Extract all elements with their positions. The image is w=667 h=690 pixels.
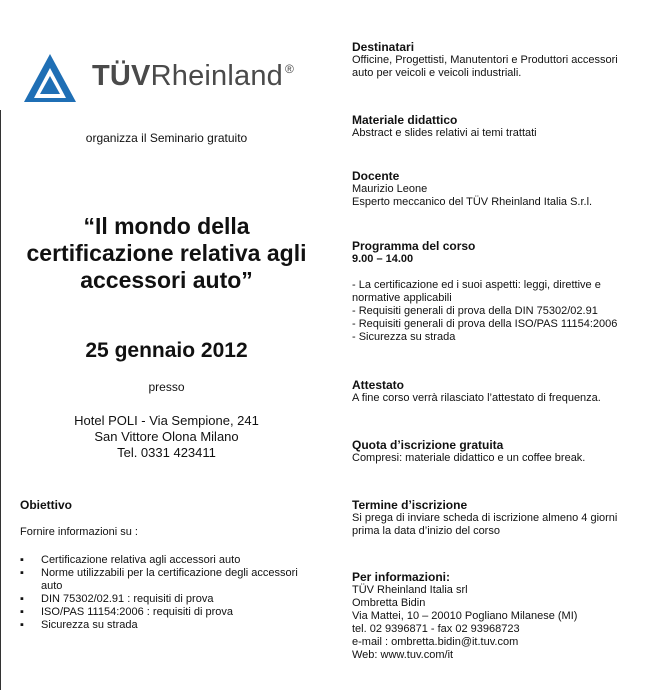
section-line: auto per veicoli e veicoli industriali.	[352, 67, 522, 79]
seminar-date: 25 gennaio 2012	[85, 339, 248, 362]
section-line: Si prega di inviare scheda di iscrizione almeno 4 giorni	[352, 512, 618, 524]
section-line: normative applicabili	[352, 292, 452, 304]
section-line: A fine corso verrà rilasciato l’attestato di frequenza.	[352, 392, 601, 404]
quota-section	[352, 438, 652, 465]
venue-line: Hotel POLI - Via Sempione, 241	[74, 413, 259, 428]
objective-list	[20, 554, 320, 632]
section-heading: Termine d’iscrizione	[352, 498, 468, 512]
venue-line: Tel. 0331 423411	[117, 445, 216, 460]
section-line: Ombretta Bidin	[352, 597, 426, 609]
venue-address	[10, 413, 323, 461]
website-line: Web: www.tuv.com/it	[352, 649, 454, 661]
venue-line: San Vittore Olona Milano	[94, 429, 239, 444]
title-line: certificazione relativa agli	[26, 240, 307, 266]
title-line: “Il mondo della	[83, 213, 250, 239]
section-heading: Docente	[352, 169, 400, 183]
programma-section	[352, 239, 652, 344]
section-line: - Sicurezza su strada	[352, 331, 456, 343]
objective-intro: Fornire informazioni su :	[20, 526, 138, 538]
section-line: prima la data d’inizio del corso	[352, 525, 500, 537]
section-line: tel. 02 9396871 - fax 02 93968723	[352, 623, 520, 635]
seminar-title	[10, 213, 323, 294]
section-line: Via Mattei, 10 – 20010 Pogliano Milanese (MI)	[352, 610, 578, 622]
destinatari-section	[352, 40, 652, 80]
section-line: Esperto meccanico del TÜV Rheinland Italia S.r.l.	[352, 196, 593, 208]
program-time: 9.00 – 14.00	[352, 253, 414, 265]
title-line: accessori auto”	[80, 267, 253, 293]
section-heading: Programma del corso	[352, 239, 476, 253]
logo-wordmark	[92, 60, 294, 93]
list-item: ▪ ISO/PAS 11154:2006 : requisiti di prova	[20, 606, 320, 619]
section-line: Compresi: materiale didattico e un coffee break.	[352, 452, 586, 464]
objective-heading: Obiettivo	[20, 498, 73, 512]
termine-section	[352, 498, 652, 538]
section-line: - Requisiti generali di prova della DIN 75302/02.91	[352, 305, 598, 317]
section-line: - Requisiti generali di prova della ISO/PAS 11154:2006	[352, 318, 618, 330]
organizer-line: organizza il Seminario gratuito	[85, 131, 248, 145]
section-heading: Materiale didattico	[352, 113, 458, 127]
email-line: e-mail : ombretta.bidin@it.tuv.com	[352, 636, 519, 648]
triangle-logo-icon	[22, 52, 78, 104]
section-heading: Destinatari	[352, 40, 415, 54]
logo-brand-rest: Rheinland	[150, 60, 284, 92]
section-heading: Per informazioni:	[352, 570, 451, 584]
info-section	[352, 570, 652, 662]
docente-section	[352, 169, 652, 209]
logo-brand-bold: TÜV	[92, 60, 151, 92]
section-heading: Quota d’iscrizione gratuita	[352, 438, 504, 452]
list-item: ▪ Certificazione relativa agli accessori auto	[20, 554, 320, 567]
section-line: TÜV Rheinland Italia srl	[352, 584, 468, 596]
section-line: - La certificazione ed i suoi aspetti: leggi, direttive e	[352, 279, 601, 291]
tuv-logo	[22, 52, 312, 104]
section-line: Abstract e slides relativi ai temi trattati	[352, 127, 537, 139]
attestato-section	[352, 378, 652, 405]
section-heading: Attestato	[352, 378, 405, 392]
materiale-section	[352, 113, 652, 140]
list-item: ▪ Norme utilizzabili per la certificazione degli accessori auto	[20, 567, 320, 593]
section-line: Maurizio Leone	[352, 183, 428, 195]
presso-label: presso	[148, 380, 185, 394]
objective-section	[20, 498, 320, 632]
left-border-line	[0, 110, 1, 690]
registered-mark: ®	[285, 62, 295, 76]
section-line: Officine, Progettisti, Manutentori e Produttori accessori	[352, 54, 618, 66]
list-item: ▪ Sicurezza su strada	[20, 619, 320, 632]
list-item: ▪ DIN 75302/02.91 : requisiti di prova	[20, 593, 320, 606]
